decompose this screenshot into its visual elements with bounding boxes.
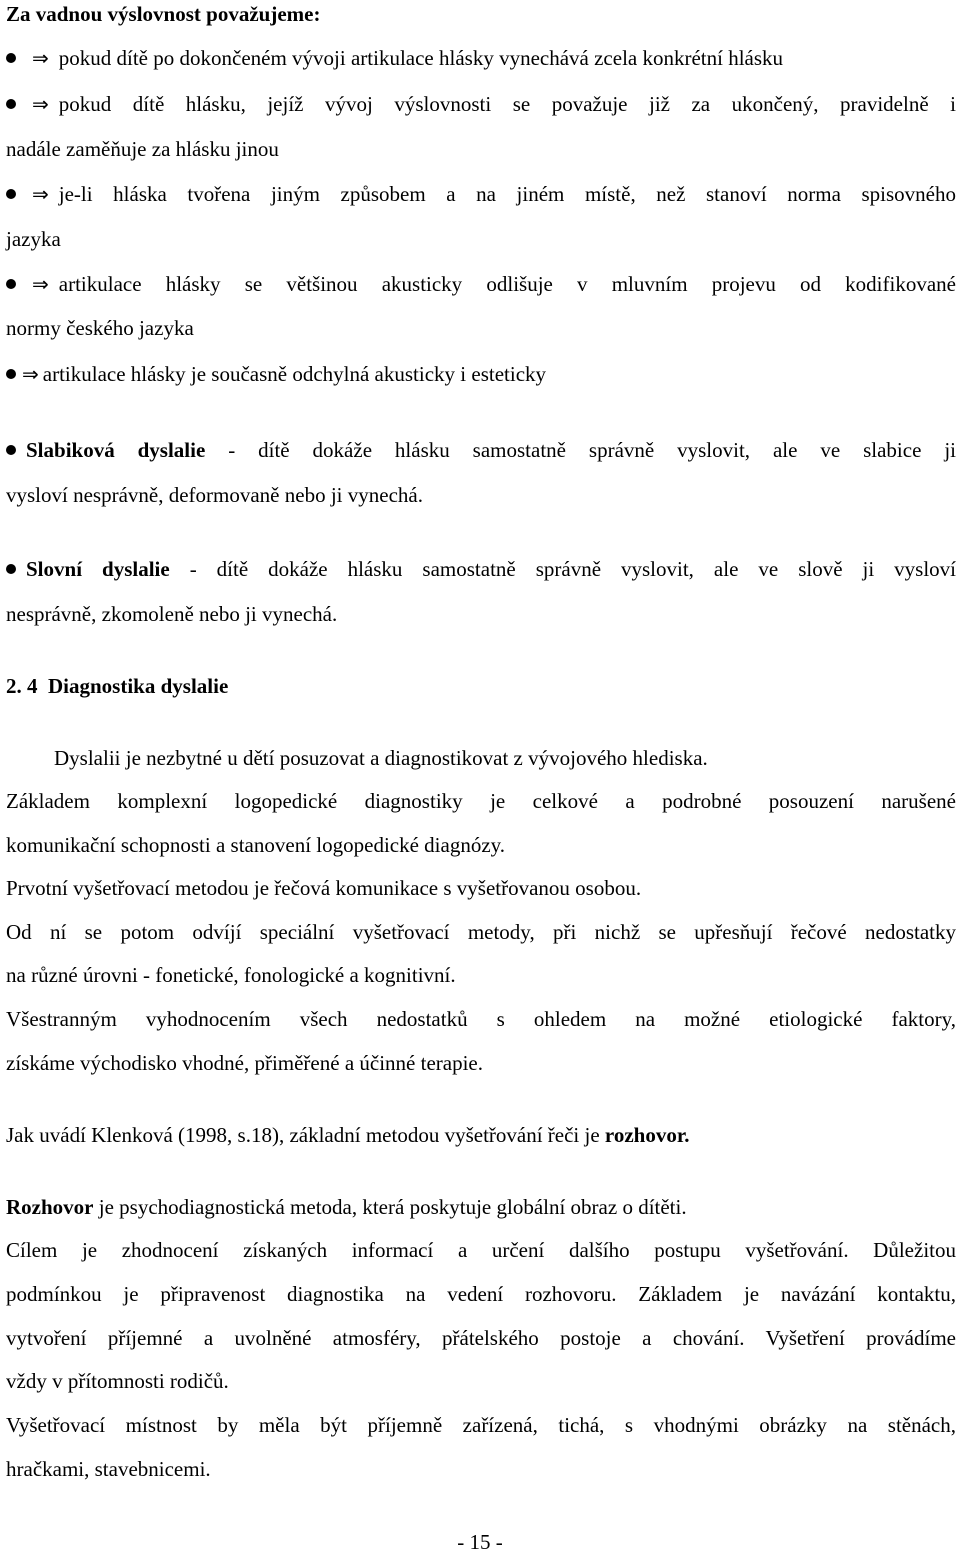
dyslalie-term: Slovní dyslalie xyxy=(26,557,170,581)
list-item-continuation: nadále zaměňuje za hlásku jinou xyxy=(6,137,279,161)
section-title: Diagnostika dyslalie xyxy=(48,674,229,698)
dyslalie-continuation: nesprávně, zkomoleně nebo ji vynechá. xyxy=(6,602,338,626)
list-item-text: je-li hláska tvořena jiným způsobem a na jiném místě, než stanoví norma spisovného xyxy=(58,182,956,206)
paragraph-line: podmínkou je připravenost diagnostika na vedení rozhovoru. Základem je navázání kontaktu, xyxy=(6,1282,956,1306)
bullet-icon xyxy=(6,279,16,289)
paragraph-line: vždy v přítomnosti rodičů. xyxy=(6,1369,229,1393)
paragraph: Prvotní vyšetřovací metodou je řečová komunikace s vyšetřovanou osobou. xyxy=(6,876,642,900)
bullet-icon xyxy=(6,189,16,199)
dyslalie-text: - dítě dokáže hlásku samostatně správně vyslovit, ale ve slabice ji xyxy=(205,438,956,462)
dyslalie-continuation: vysloví nesprávně, deformovaně nebo ji vynechá. xyxy=(6,483,423,507)
paragraph-line: na různé úrovni - fonetické, fonologické a kognitivní. xyxy=(6,963,456,987)
bullet-icon xyxy=(6,53,16,63)
paragraph-line: Základem komplexní logopedické diagnostiky je celkové a podrobné posouzení narušené xyxy=(6,789,956,813)
section-number: 2. 4 xyxy=(6,674,38,698)
emphasis-term: Rozhovor xyxy=(6,1195,94,1219)
list-item-text: pokud dítě hlásku, jejíž vývoj výslovnosti se považuje již za ukončený, pravidelně i xyxy=(58,92,956,116)
double-arrow-icon: ⇒ xyxy=(32,272,49,296)
dyslalie-text: - dítě dokáže hlásku samostatně správně vyslovit, ale ve slově ji vysloví xyxy=(169,557,957,581)
list-item xyxy=(6,362,546,386)
dyslalie-term: Slabiková dyslalie xyxy=(26,438,206,462)
list-item xyxy=(6,46,783,70)
section-heading xyxy=(6,674,228,699)
list-heading: Za vadnou výslovnost považujeme: xyxy=(6,2,321,26)
double-arrow-icon: ⇒ xyxy=(22,362,39,386)
list-item-text: artikulace hlásky se většinou akusticky odlišuje v mluvním projevu od kodifikované xyxy=(58,272,956,296)
bullet-icon xyxy=(6,369,16,379)
list-item-continuation: normy českého jazyka xyxy=(6,316,194,340)
paragraph xyxy=(6,1123,690,1147)
list-item xyxy=(6,92,956,116)
paragraph-line: Od ní se potom odvíjí speciální vyšetřovací metody, při nichž se upřesňují řečové nedostatky xyxy=(6,920,956,944)
double-arrow-icon: ⇒ xyxy=(32,92,49,116)
paragraph-line: Všestranným vyhodnocením všech nedostatků s ohledem na možné etiologické faktory, xyxy=(6,1007,956,1031)
paragraph-line: získáme východisko vhodné, přiměřené a účinné terapie. xyxy=(6,1051,483,1075)
paragraph-line: vytvoření příjemné a uvolněné atmosféry, přátelského postoje a chování. Vyšetření provádíme xyxy=(6,1326,956,1350)
paragraph-text: Jak uvádí Klenková (1998, s.18), základní metodou vyšetřování řeči je xyxy=(6,1123,605,1147)
bullet-icon xyxy=(6,564,16,574)
list-item-text: pokud dítě po dokončeném vývoji artikulace hlásky vynechává zcela konkrétní hlásku xyxy=(58,46,784,70)
page-number: - 15 - xyxy=(457,1530,503,1554)
paragraph xyxy=(6,1195,687,1219)
paragraph: Dyslalii je nezbytné u dětí posuzovat a diagnostikovat z vývojového hlediska. xyxy=(54,746,708,770)
double-arrow-icon: ⇒ xyxy=(32,182,49,206)
paragraph-line: Cílem je zhodnocení získaných informací a určení dalšího postupu vyšetřování. Důležitou xyxy=(6,1238,956,1262)
list-item-continuation: jazyka xyxy=(6,227,61,251)
bullet-icon xyxy=(6,445,16,455)
paragraph-line: hračkami, stavebnicemi. xyxy=(6,1457,211,1481)
bullet-icon xyxy=(6,99,16,109)
paragraph-line: komunikační schopnosti a stanovení logopedické diagnózy. xyxy=(6,833,506,857)
paragraph-text: je psychodiagnostická metoda, která poskytuje globální obraz o dítěti. xyxy=(93,1195,687,1219)
dyslalie-item xyxy=(6,557,956,581)
double-arrow-icon: ⇒ xyxy=(32,46,49,70)
emphasis-term: rozhovor. xyxy=(604,1123,690,1147)
list-item-text: artikulace hlásky je současně odchylná akusticky i esteticky xyxy=(42,362,547,386)
dyslalie-item xyxy=(6,438,956,462)
paragraph-line: Vyšetřovací místnost by měla být příjemně zařízená, tichá, s vhodnými obrázky na stěnách, xyxy=(6,1413,956,1437)
list-item xyxy=(6,272,956,296)
list-item xyxy=(6,182,956,206)
